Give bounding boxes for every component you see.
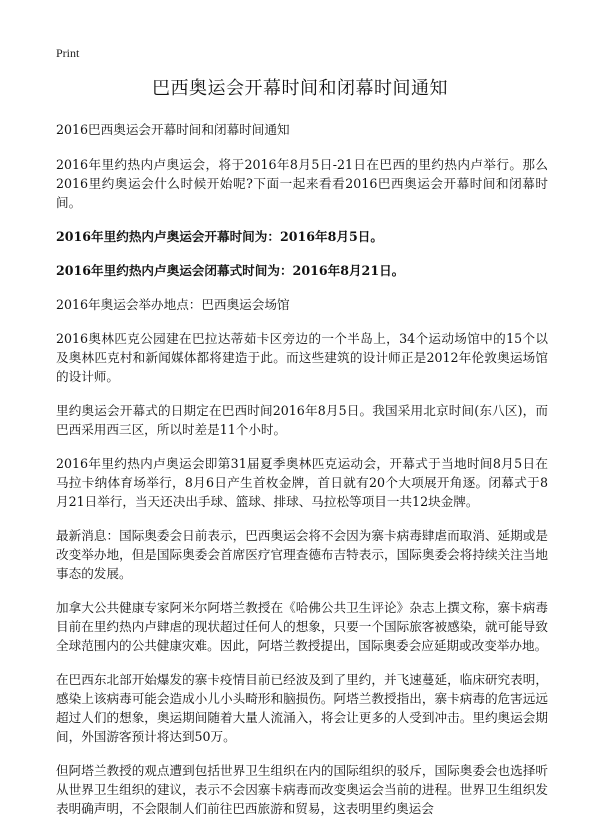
venue-paragraph: 2016年奥运会举办地点：巴西奥运会场馆 <box>56 297 290 312</box>
time-difference-paragraph: 里约奥运会开幕式的日期定在巴西时间2016年8月5日。我国采用北京时间(东八区)，而巴西采用西三区，所以时差是11个小时。 <box>56 403 548 437</box>
article-subtitle: 2016巴西奥运会开幕时间和闭幕时间通知 <box>56 122 290 137</box>
expert-opinion-paragraph: 加拿大公共健康专家阿米尔阿塔兰教授在《哈佛公共卫生评论》杂志上撰文称，寨卡病毒目前在里约热内卢肆虐的现状超过任何人的想象，只要一个国际旅客被感染，就可能导致全球范围内的公共健康灾难。因此，阿塔兰教授提出，国际奥委会应延期或改变举办地。 <box>56 600 548 653</box>
olympic-park-paragraph: 2016奥林匹克公园建在巴拉达蒂茹卡区旁边的一个半岛上，34个运动场馆中的15个以及奥林匹克村和新闻媒体都将建造于此。而这些建筑的设计师正是2012年伦敦奥运场馆的设计师。 <box>56 331 548 384</box>
article-body <box>56 120 548 828</box>
zika-outbreak-paragraph: 在巴西东北部开始爆发的寨卡疫情目前已经波及到了里约，并飞速蔓延，临床研究表明，感染上该病毒可能会造成小儿小头畸形和脑损伤。阿塔兰教授指出，寨卡病毒的危害远远超过人们的想象，奥运期间随着大量人流涌入，将会让更多的人受到冲击。里约奥运会期间，外国游客预计将达到50万。 <box>56 672 548 744</box>
closing-time-paragraph: 2016年里约热内卢奥运会闭幕式时间为：2016年8月21日。 <box>56 263 405 278</box>
who-response-paragraph: 但阿塔兰教授的观点遭到包括世界卫生组织在内的国际组织的驳斥，国际奥委会也选择听从世界卫生组织的建议，表示不会因寨卡病毒而改变奥运会当前的进程。世界卫生组织发表明确声明，不会限制人们前往巴西旅游和贸易，这表明里约奥运会 <box>56 763 548 816</box>
intro-paragraph: 2016年里约热内卢奥运会，将于2016年8月5日-21日在巴西的里约热内卢举行。那么2016里约奥运会什么时候开始呢?下面一起来看看2016巴西奥运会开幕时间和闭幕时间。 <box>56 157 548 210</box>
print-link[interactable]: Print <box>56 46 80 60</box>
opening-time-paragraph: 2016年里约热内卢奥运会开幕时间为：2016年8月5日。 <box>56 229 383 244</box>
latest-news-paragraph: 最新消息：国际奥委会日前表示，巴西奥运会将不会因为寨卡病毒肆虐而取消、延期或是改变举办地，但是国际奥委会首席医疗官理查德布吉特表示，国际奥委会将持续关注当地事态的发展。 <box>56 528 548 581</box>
schedule-paragraph: 2016年里约热内卢奥运会即第31届夏季奥林匹克运动会，开幕式于当地时间8月5日在马拉卡纳体育场举行，8月6日产生首枚金牌，首日就有20个大项展开角逐。闭幕式于8月21日举行，当天还决出手球、篮球、排球、马拉松等项目一共12块金牌。 <box>56 456 548 509</box>
page-title: 巴西奥运会开幕时间和闭幕时间通知 <box>152 78 448 99</box>
